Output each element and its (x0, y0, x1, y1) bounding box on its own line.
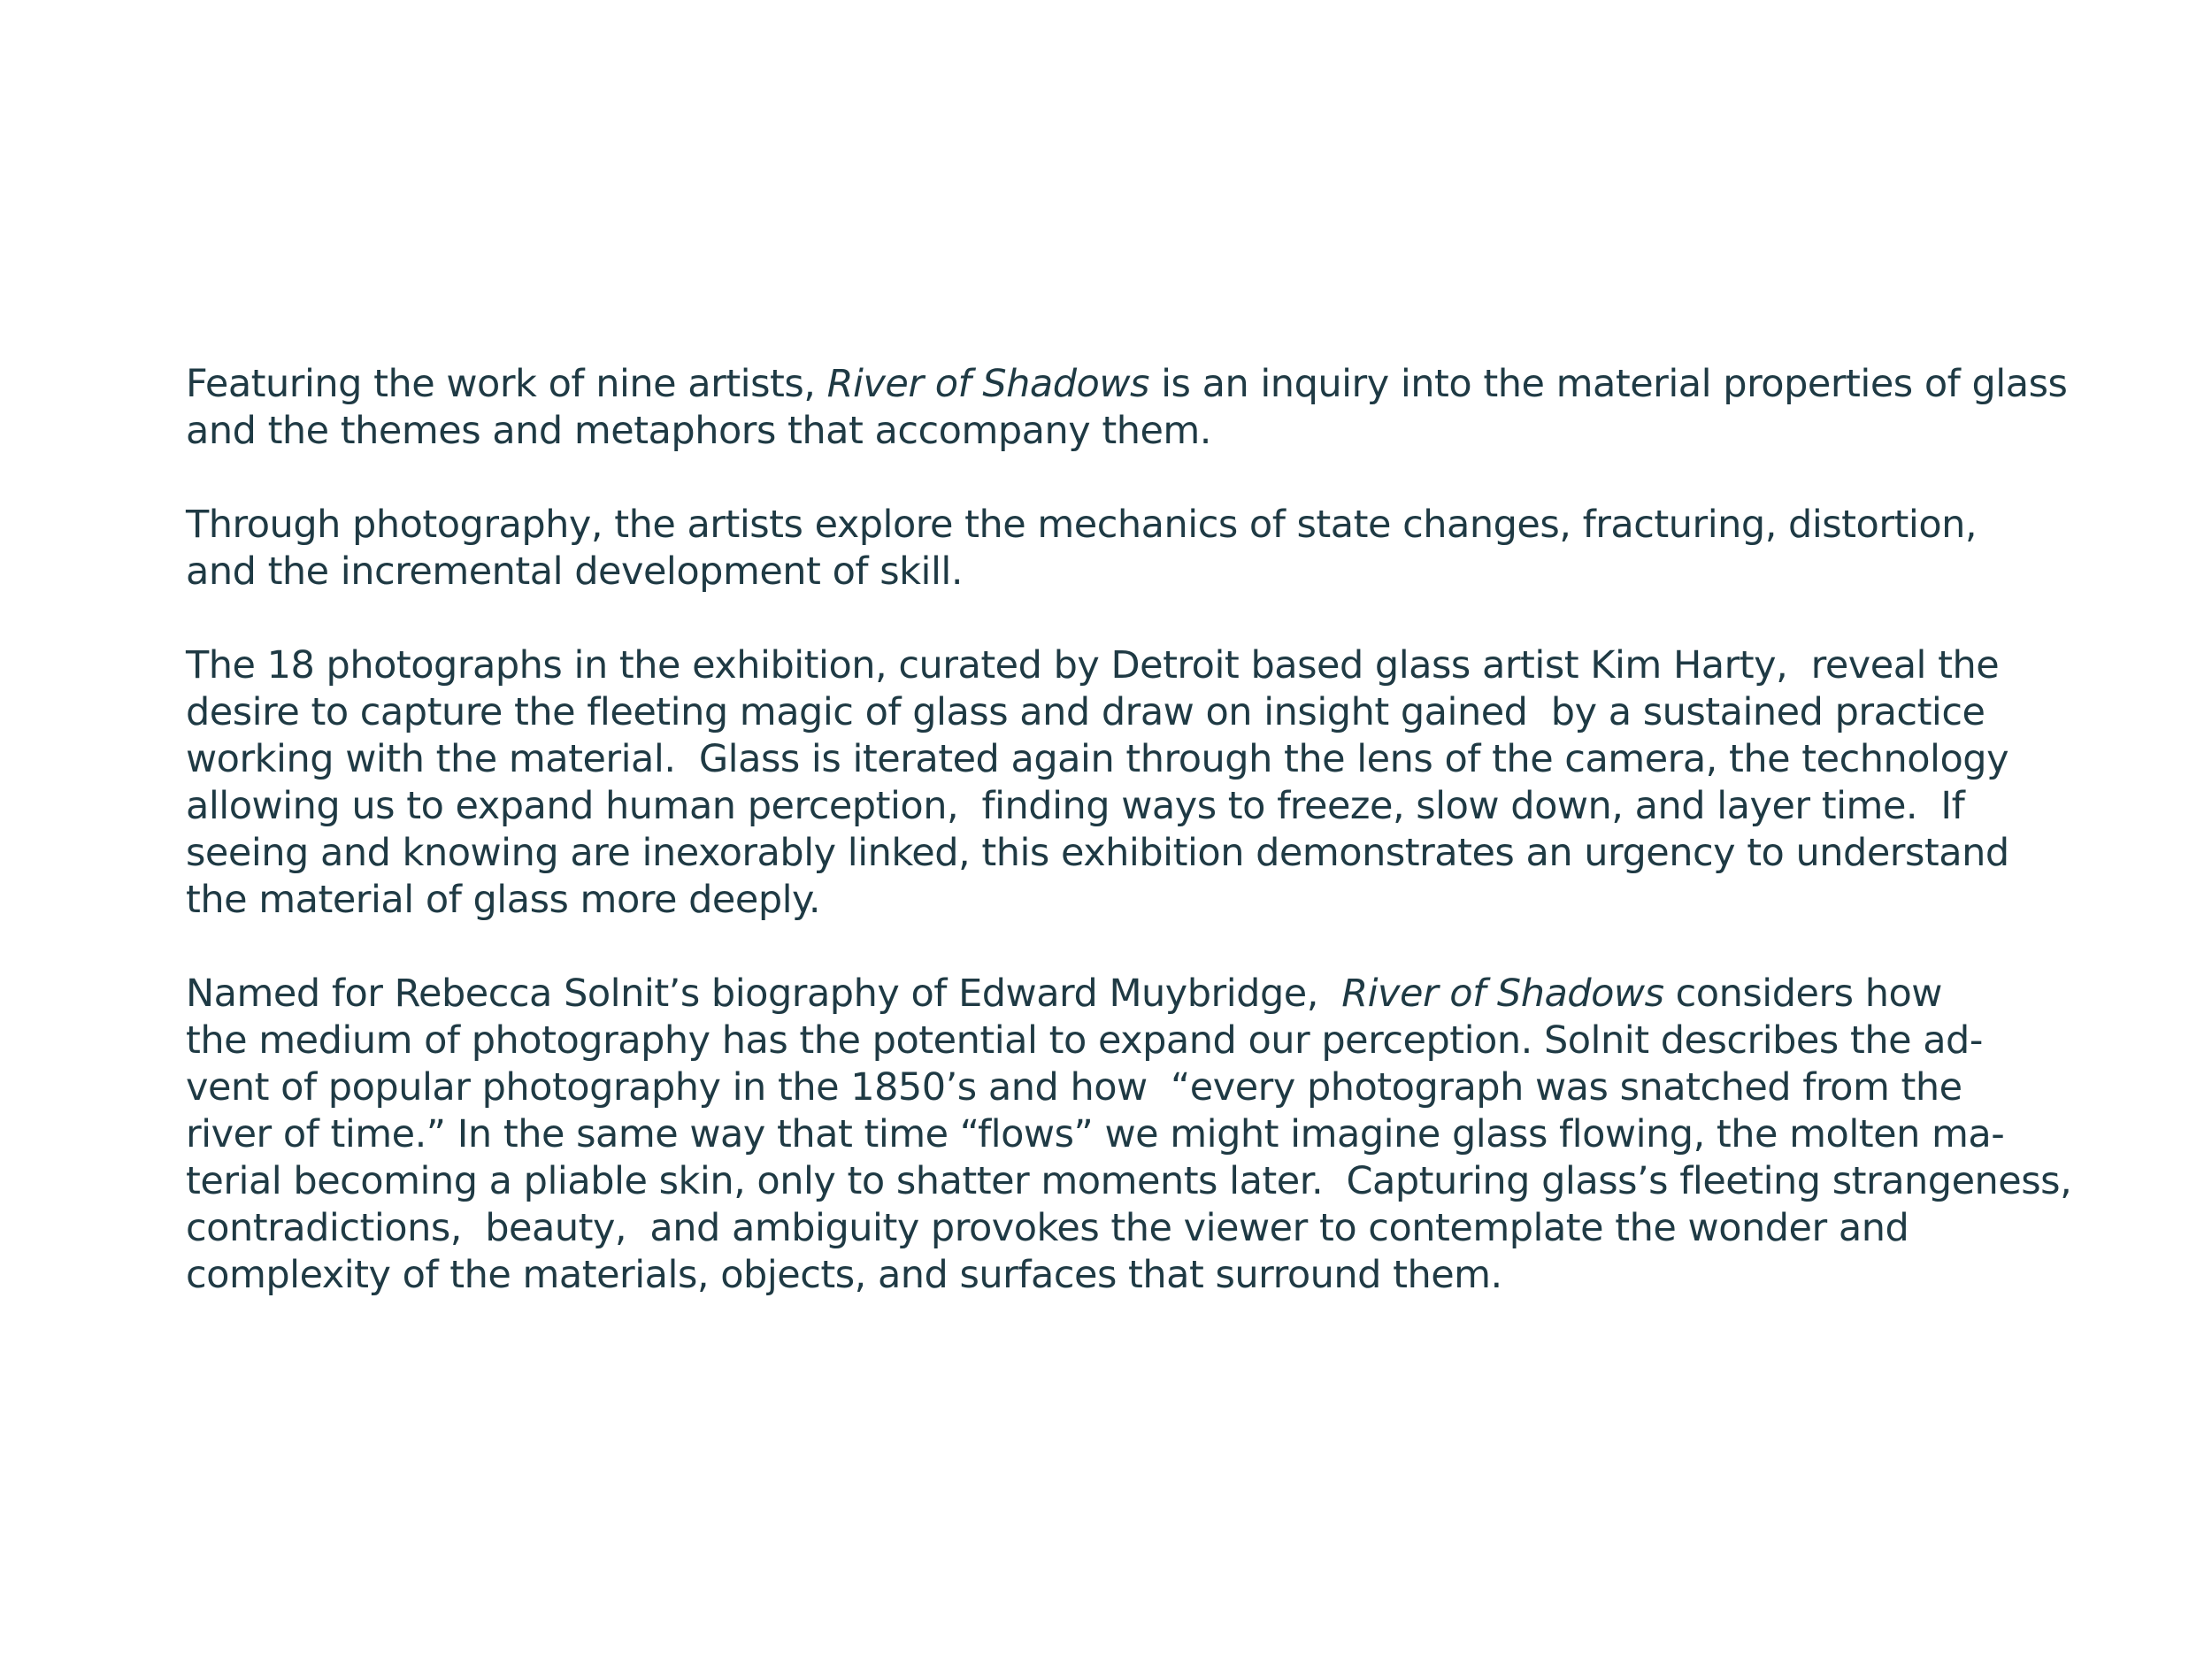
text-segment: the material of glass more deeply. (186, 878, 821, 922)
text-segment: is an inquiry into the material properties of glass (1148, 362, 2068, 406)
paragraph-1 (186, 361, 2068, 455)
text-line (186, 830, 2062, 877)
text-line (186, 971, 2062, 1018)
text-line (186, 642, 2062, 689)
text-segment: river of time.” In the same way that time “flows” we might imagine glass flowing, the molten ma- (186, 1112, 2005, 1156)
text-segment: the medium of photography has the potential to expand our perception. Solnit describes the ad- (186, 1018, 1983, 1063)
text-line (186, 689, 2062, 736)
text-segment: terial becoming a pliable skin, only to shatter moments later. Capturing glass’s fleeting strangeness, (186, 1159, 2072, 1203)
paragraph-spacer (186, 595, 2062, 642)
text-segment: desire to capture the fleeting magic of glass and draw on insight gained by a sustained practice (186, 690, 1985, 734)
text-segment: Featuring the work of nine artists, (186, 362, 827, 406)
text-segment: allowing us to expand human perception, finding ways to freeze, slow down, and layer time. If (186, 784, 1965, 828)
text-line (186, 877, 2062, 924)
exhibition-title-italic: River of Shadows (1341, 972, 1664, 1016)
text-segment: working with the material. Glass is iterated again through the lens of the camera, the technology (186, 737, 2009, 781)
text-segment: complexity of the materials, objects, and surfaces that surround them. (186, 1253, 1502, 1297)
text-segment: Named for Rebecca Solnit’s biography of Edward Muybridge, (186, 972, 1342, 1016)
text-line (186, 1064, 2062, 1111)
paragraph-spacer (186, 455, 2062, 502)
exhibition-statement (186, 361, 2072, 1299)
paragraph-3 (186, 642, 2062, 924)
text-segment: Through photography, the artists explore the mechanics of state changes, fracturing, distortion, (186, 503, 1978, 547)
text-line (186, 502, 2062, 549)
text-segment: contradictions, beauty, and ambiguity provokes the viewer to contemplate the wonder and (186, 1206, 1909, 1250)
text-line (186, 1205, 2062, 1252)
text-line (186, 1252, 2062, 1299)
text-segment: and the incremental development of skill. (186, 549, 964, 594)
text-line (186, 783, 2062, 830)
text-segment: vent of popular photography in the 1850’s and how “every photograph was snatched from the (186, 1065, 1962, 1110)
text-line (186, 1158, 2072, 1205)
paragraph-4 (186, 971, 2072, 1299)
text-line (186, 1018, 2062, 1064)
text-line (186, 549, 2062, 595)
text-segment: The 18 photographs in the exhibition, curated by Detroit based glass artist Kim Harty, reveal the (186, 643, 2000, 687)
exhibition-title-italic: River of Shadows (826, 362, 1149, 406)
text-line (186, 361, 2068, 408)
text-segment: considers how (1663, 972, 1942, 1016)
paragraph-2 (186, 502, 2062, 595)
text-segment: and the themes and metaphors that accompany them. (186, 409, 1211, 453)
text-line (186, 408, 2062, 455)
text-line (186, 1111, 2062, 1158)
text-segment: seeing and knowing are inexorably linked, this exhibition demonstrates an urgency to understand (186, 831, 2009, 875)
paragraph-spacer (186, 924, 2062, 971)
text-line (186, 736, 2062, 783)
